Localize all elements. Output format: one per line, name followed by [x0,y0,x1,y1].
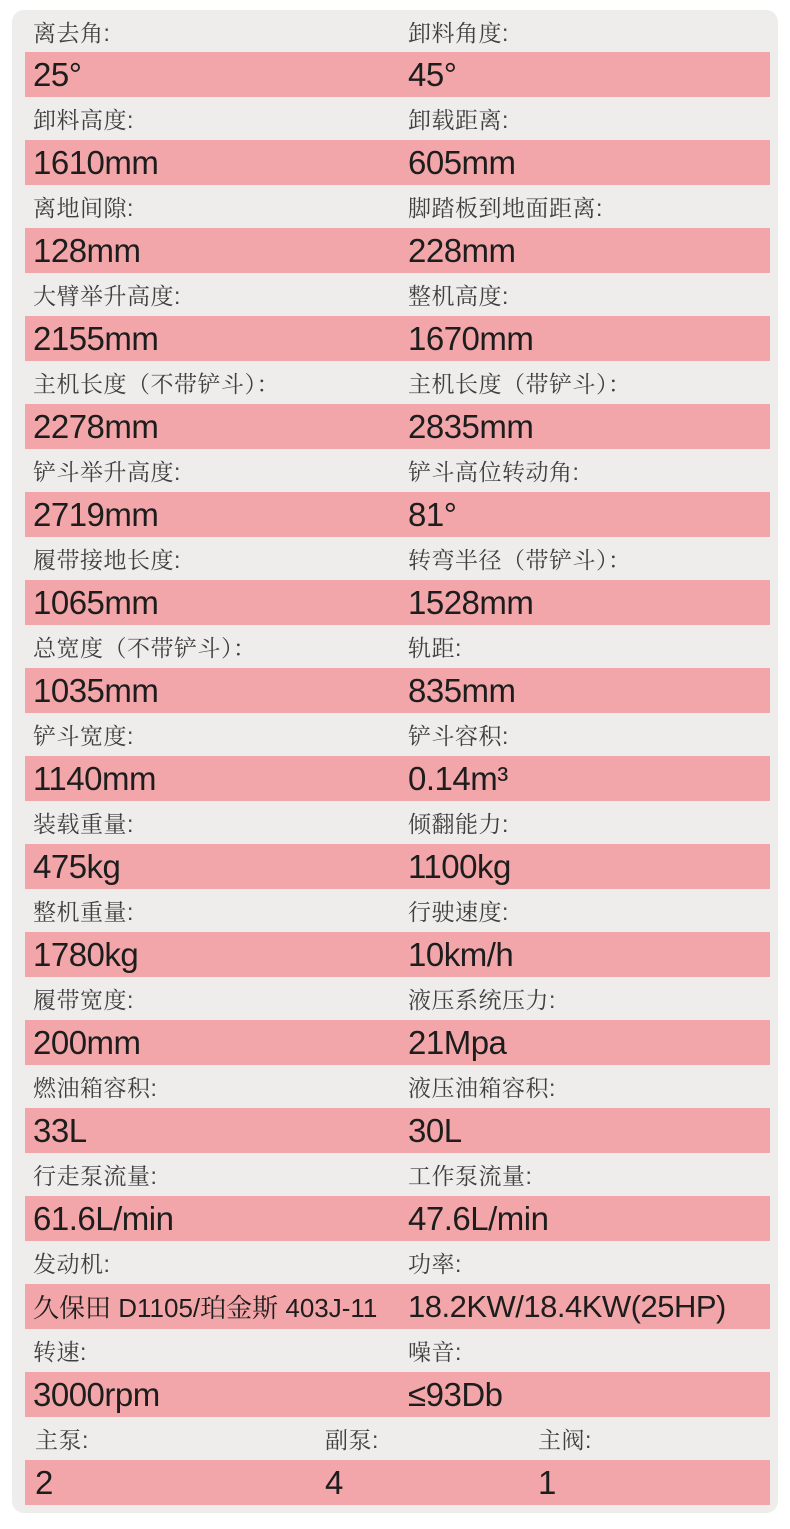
spec-label: 转弯半径（带铲斗）： [408,547,632,573]
spec-label: 卸料角度: [408,20,509,46]
spec-row-labels [25,1241,770,1284]
spec-value: 1780kg [33,935,139,973]
spec-label: 工作泵流量: [408,1163,533,1189]
spec-value: 2835mm [408,407,534,445]
spec-label: 卸料高度: [33,107,134,133]
spec-label: 倾翻能力: [408,811,509,837]
spec-label: 离地间隙: [33,195,134,221]
spec-row-values [25,52,770,97]
spec-value: 605mm [408,143,516,181]
spec-row [25,1153,770,1241]
spec-row-labels [25,625,770,668]
spec-label: 副泵: [325,1427,379,1453]
spec-value: 475kg [33,847,121,885]
spec-label: 发动机: [33,1251,111,1277]
spec-value: 1065mm [33,583,159,621]
spec-value: 2278mm [33,407,159,445]
spec-label: 大臂举升高度: [33,283,181,309]
spec-label: 主阀: [538,1427,592,1453]
spec-label: 履带宽度: [33,987,134,1013]
spec-label: 转速: [33,1339,87,1365]
spec-value: 21Mpa [408,1023,507,1061]
spec-label: 整机高度: [408,283,509,309]
spec-row [25,97,770,185]
spec-row [25,1417,770,1505]
spec-label: 功率: [408,1251,462,1277]
spec-value: 18.2KW/18.4KW(25HP) [408,1288,726,1324]
spec-row [25,889,770,977]
spec-value: 久保田 D1105/珀金斯 403J-11 [33,1293,378,1323]
spec-row [25,801,770,889]
spec-row-labels [25,273,770,316]
spec-label: 铲斗高位转动角: [408,459,580,485]
spec-row-values [25,756,770,801]
spec-label: 脚踏板到地面距离: [408,195,603,221]
spec-label: 主机长度（不带铲斗）： [33,371,280,397]
spec-value: 3000rpm [33,1375,160,1413]
spec-row [25,11,770,97]
spec-label: 主泵: [35,1427,89,1453]
spec-row-labels [25,1153,770,1196]
spec-value: 25° [33,55,82,93]
spec-row [25,1329,770,1417]
spec-row-values [25,580,770,625]
spec-label: 总宽度（不带铲斗）： [33,635,257,661]
spec-row-values [25,228,770,273]
spec-label: 行驶速度: [408,899,509,925]
spec-value: 1670mm [408,319,534,357]
spec-label: 卸载距离: [408,107,509,133]
spec-label: 液压油箱容积: [408,1075,556,1101]
spec-value: 835mm [408,671,516,709]
spec-row [25,977,770,1065]
spec-row-values [25,1108,770,1153]
spec-row-labels [25,11,770,52]
spec-value: ≤93Db [408,1375,503,1413]
spec-row-values [25,492,770,537]
spec-row-values [25,1460,770,1505]
spec-value: 2 [35,1463,53,1501]
spec-row-labels [25,361,770,404]
spec-row-values [25,1020,770,1065]
spec-row-values [25,140,770,185]
spec-label: 轨距: [408,635,462,661]
spec-label: 液压系统压力: [408,987,556,1013]
spec-label: 离去角: [33,20,111,46]
spec-row [25,361,770,449]
spec-value: 61.6L/min [33,1199,174,1237]
spec-value: 1035mm [33,671,159,709]
spec-value: 0.14m³ [408,759,508,797]
spec-row-values [25,1284,770,1329]
spec-label: 行走泵流量: [33,1163,158,1189]
spec-value: 1610mm [33,143,159,181]
spec-value: 2719mm [33,495,159,533]
spec-row-labels [25,97,770,140]
spec-value: 45° [408,55,457,93]
spec-label: 整机重量: [33,899,134,925]
spec-label: 铲斗举升高度: [33,459,181,485]
spec-value: 1528mm [408,583,534,621]
spec-row-values [25,932,770,977]
spec-row-labels [25,449,770,492]
spec-value: 47.6L/min [408,1199,549,1237]
spec-row [25,713,770,801]
spec-row-labels [25,537,770,580]
spec-value: 128mm [33,231,141,269]
spec-row [25,273,770,361]
spec-row-values [25,1196,770,1241]
spec-label: 燃油箱容积: [33,1075,158,1101]
spec-label: 噪音: [408,1339,462,1365]
spec-row [25,537,770,625]
spec-row-values [25,316,770,361]
spec-value: 1140mm [33,759,156,797]
spec-row-values [25,404,770,449]
spec-table [12,10,778,1513]
spec-label: 铲斗宽度: [33,723,134,749]
spec-label: 装载重量: [33,811,134,837]
spec-row [25,1065,770,1153]
spec-label: 履带接地长度: [33,547,181,573]
spec-row-labels [25,713,770,756]
spec-value: 81° [408,495,457,533]
spec-row [25,625,770,713]
spec-value: 1100kg [408,847,511,885]
spec-value: 200mm [33,1023,141,1061]
spec-row-values [25,1372,770,1417]
spec-row-labels [25,889,770,932]
spec-value: 2155mm [33,319,159,357]
spec-value: 4 [325,1463,343,1501]
spec-value: 33L [33,1111,87,1149]
spec-row-labels [25,1329,770,1372]
spec-label: 主机长度（带铲斗）： [408,371,632,397]
spec-row-labels [25,1417,770,1460]
spec-row [25,1241,770,1329]
spec-row-labels [25,1065,770,1108]
spec-value: 1 [538,1463,556,1501]
spec-value: 10km/h [408,935,514,973]
spec-value: 228mm [408,231,516,269]
spec-label: 铲斗容积: [408,723,509,749]
spec-row-labels [25,801,770,844]
spec-row-labels [25,185,770,228]
spec-row-labels [25,977,770,1020]
spec-row [25,185,770,273]
spec-row-values [25,844,770,889]
spec-row [25,449,770,537]
spec-row-values [25,668,770,713]
spec-value: 30L [408,1111,462,1149]
